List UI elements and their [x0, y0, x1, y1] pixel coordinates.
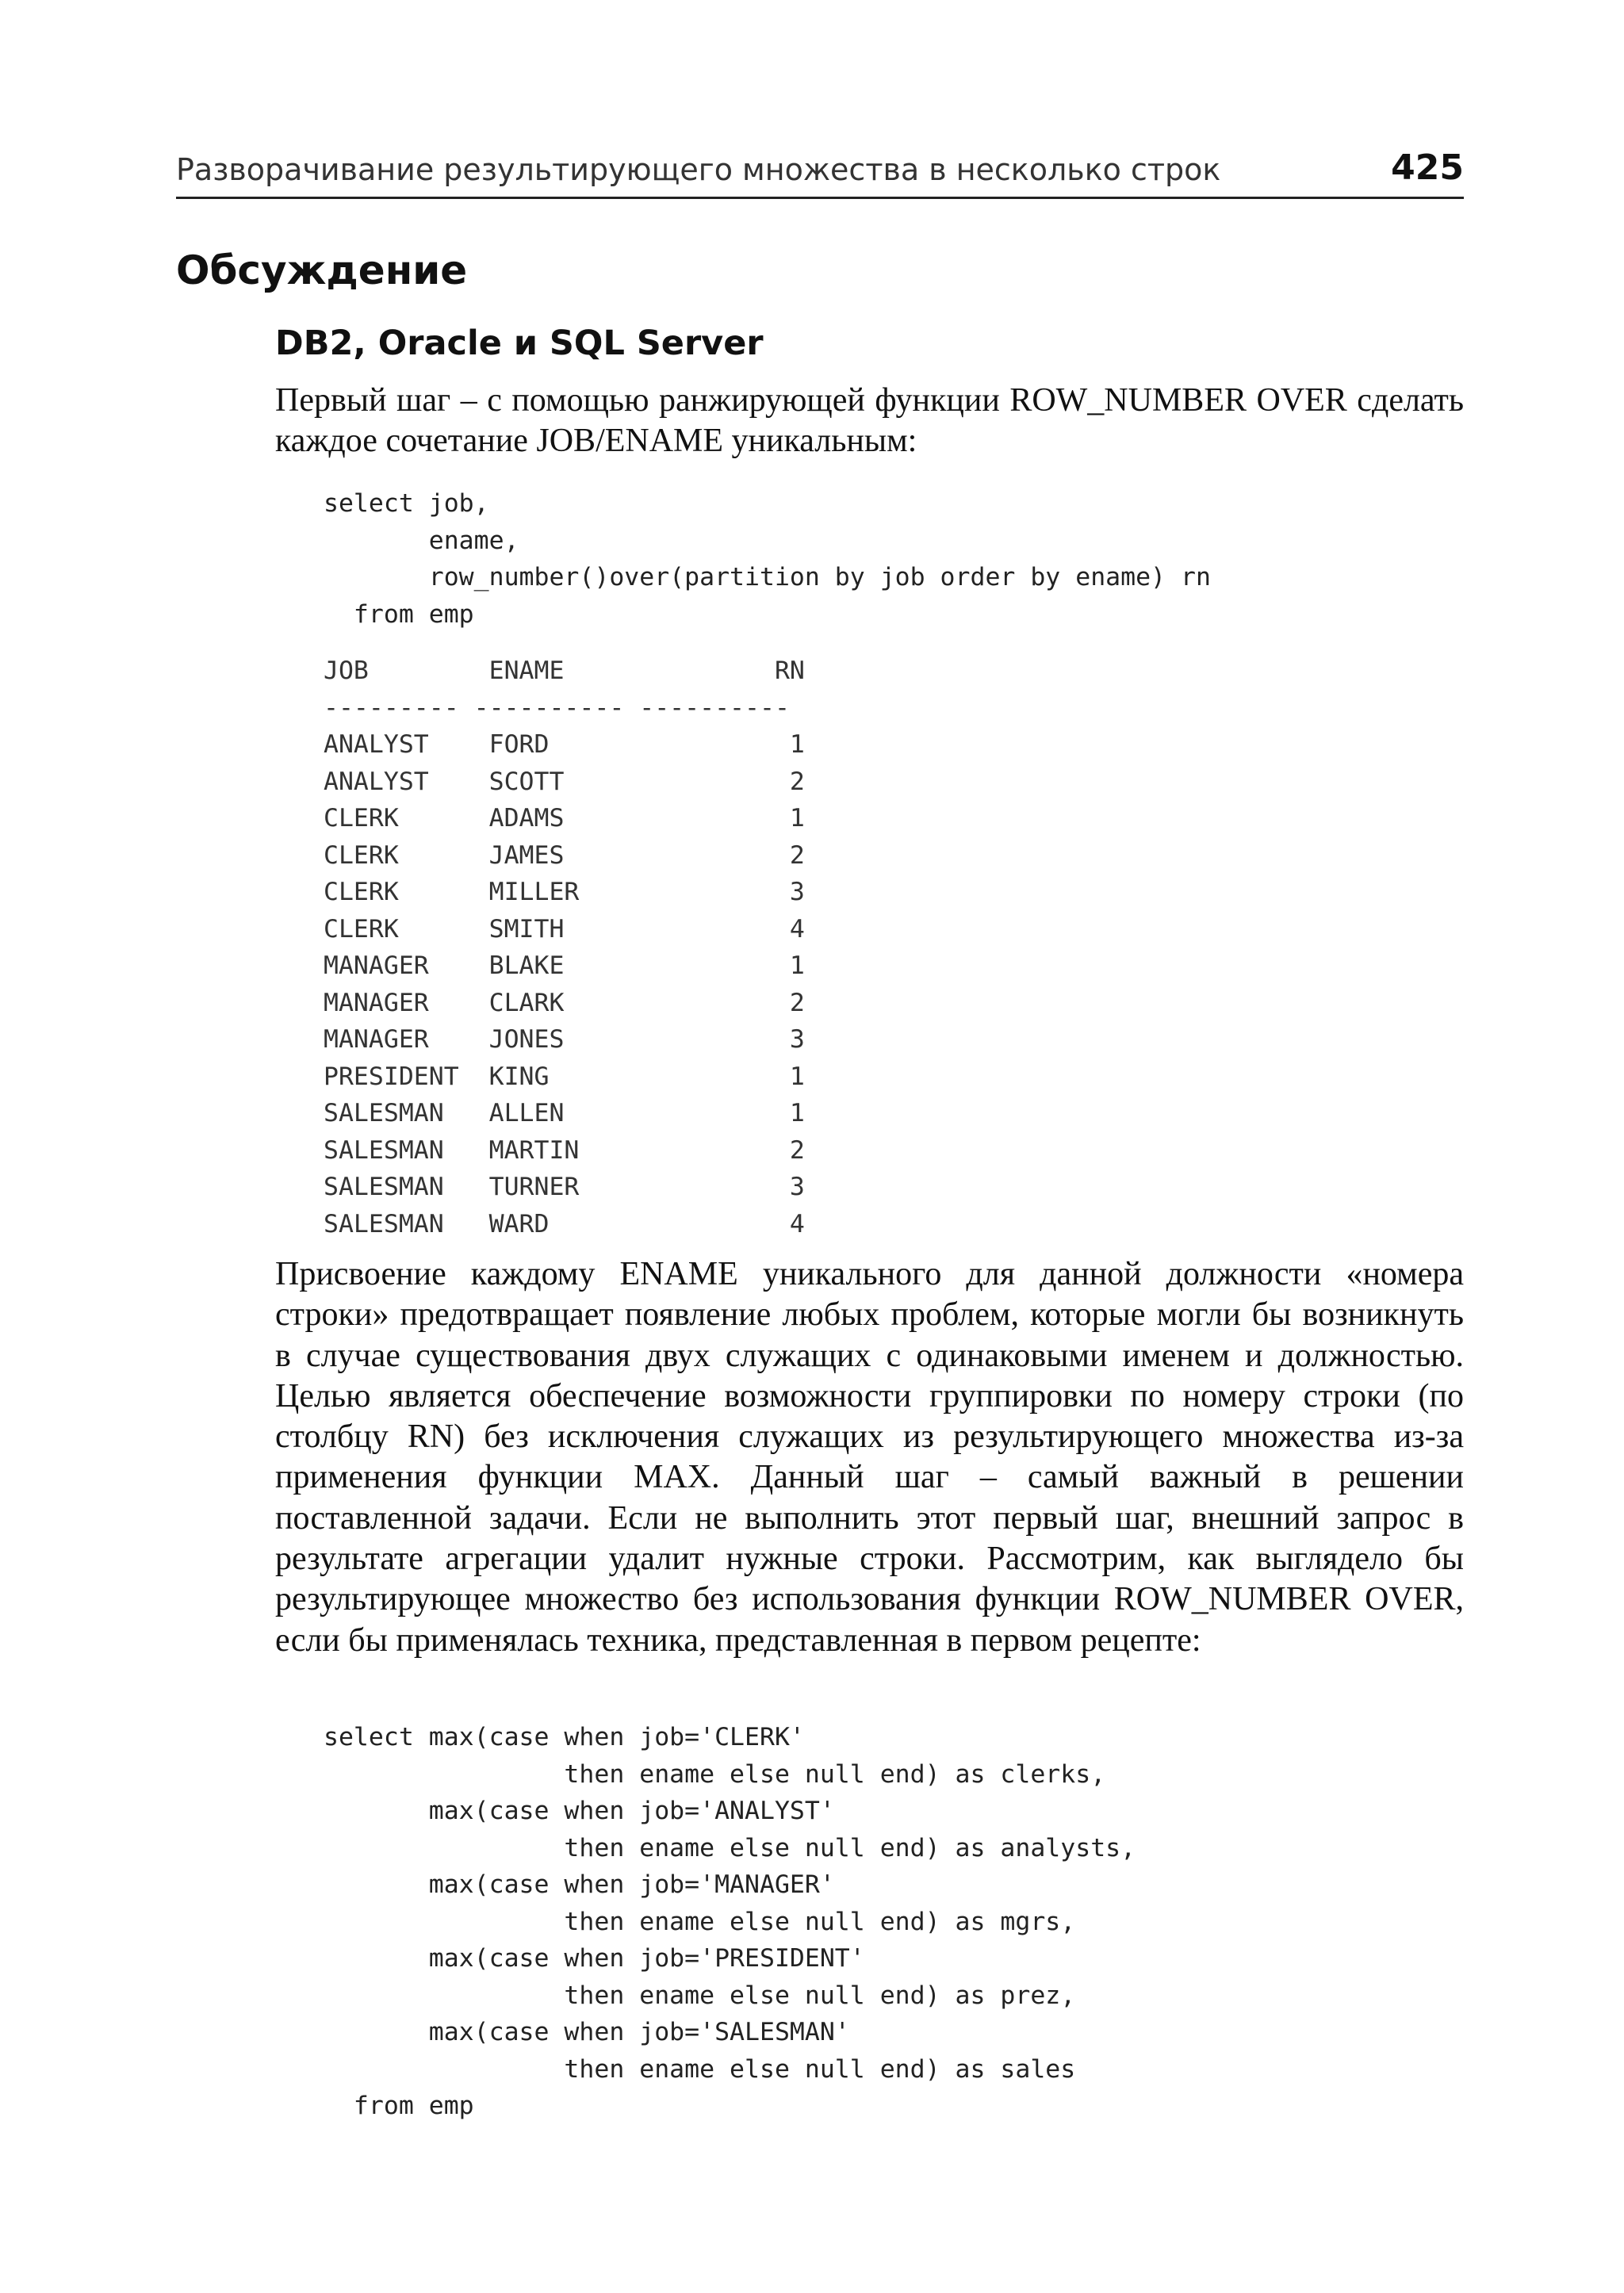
table-row: CLERK SMITH 4 — [324, 914, 805, 944]
table-separator: --------- ---------- ---------- — [324, 693, 790, 722]
table-row: SALESMAN WARD 4 — [324, 1209, 805, 1238]
table-row: CLERK JAMES 2 — [324, 840, 805, 870]
table-header-row: JOB ENAME RN — [324, 657, 805, 685]
table-row: MANAGER CLARK 2 — [324, 988, 805, 1017]
table-row: MANAGER JONES 3 — [324, 1025, 805, 1054]
result-table — [324, 653, 805, 1242]
paragraph-explanation: Присвоение каждому ENAME уникального для данной должности «номера строки» предотвращает появление любых проблем, которые могли бы возникнуть в случае существования двух служащих с одинаковыми именем и должностью. Целью является обеспечение возможности группировки по номеру строки (по столбцу RN) без исключения служащих из результирующего множества из-за применения функции MAX. Данный шаг – самый важный в решении поставленной задачи. Если не выполнить этот первый шаг, внешний запрос в результате агрегации удалит нужные строки. Рассмотрим, как выглядело бы результирующее множество без использования функции ROW_NUMBER OVER, если бы применялась техника, представленная в первом рецепте: — [275, 1256, 1464, 1659]
table-row: CLERK MILLER 3 — [324, 878, 805, 906]
section-heading: Обсуждение — [176, 247, 468, 293]
table-row: CLERK ADAMS 1 — [324, 804, 805, 833]
table-row: MANAGER BLAKE 1 — [324, 951, 805, 980]
running-title: Разворачивание результирующего множества в несколько строк — [176, 152, 1221, 187]
paragraph-intro: Первый шаг – с помощью ранжирующей функции ROW_NUMBER OVER сделать каждое сочетание JOB/ENAME уникальным: — [275, 382, 1464, 460]
table-row: ANALYST SCOTT 2 — [324, 767, 805, 796]
table-row: PRESIDENT KING 1 — [324, 1062, 805, 1091]
code-block-max-case: select max(case when job='CLERK' then ename else null end) as clerks, max(case when job='ANALYST' then ename else null end) as analysts, max(case when job='MANAGER' then ename else null end) as mgrs, max(case when job='PRESIDENT' then ename else null end) as prez, max(case when job='SALESMAN' then ename else null end) as sales from emp — [324, 1723, 1136, 2120]
table-row: ANALYST FORD 1 — [324, 730, 805, 759]
subsection-heading: DB2, Oracle и SQL Server — [275, 323, 764, 363]
code-block-row-number: select job, ename, row_number()over(partition by job order by ename) rn from emp — [324, 489, 1211, 629]
table-row: SALESMAN TURNER 3 — [324, 1173, 805, 1201]
table-row: SALESMAN MARTIN 2 — [324, 1135, 805, 1165]
page-number: 425 — [1391, 147, 1464, 188]
running-header — [176, 141, 1464, 199]
table-row: SALESMAN ALLEN 1 — [324, 1099, 805, 1127]
